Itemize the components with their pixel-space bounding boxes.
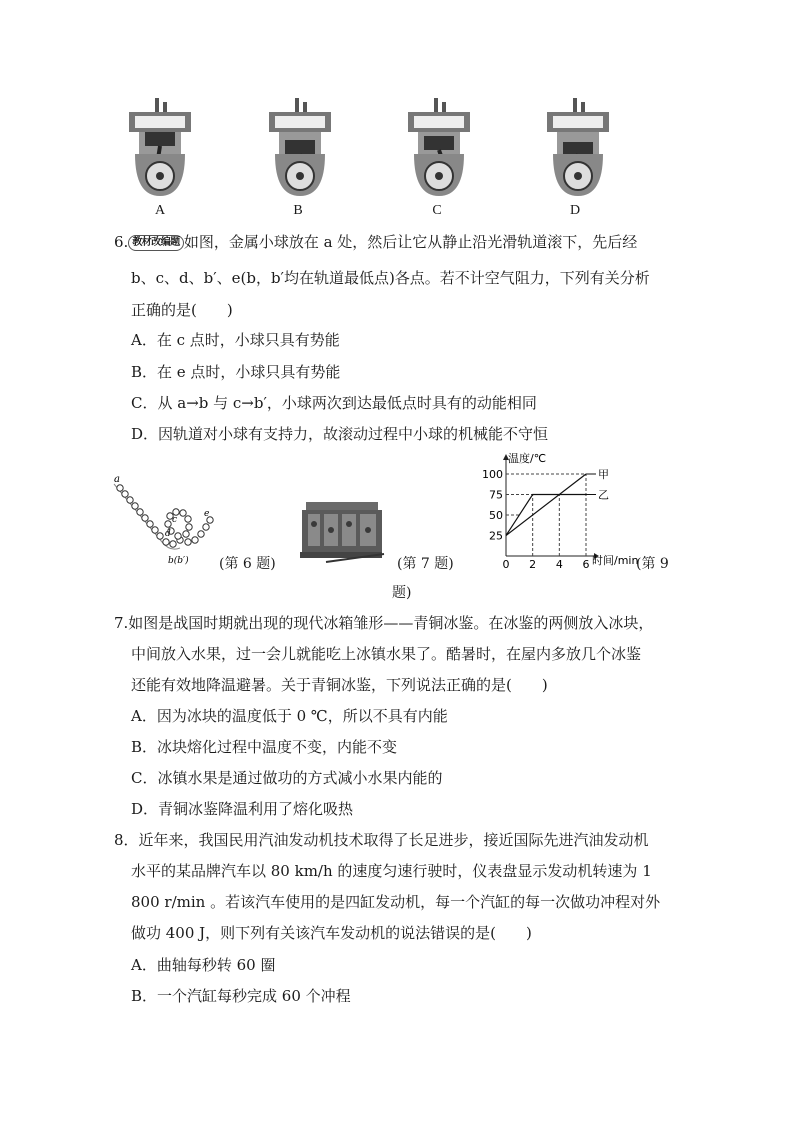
engine-label-d: D [569,203,581,218]
series-label-yi: 乙 [598,488,609,502]
q7-option-d: D．青铜冰鉴降温利用了熔化吸热 [131,800,354,818]
q6-number: 6. [114,233,129,251]
y-axis-label: 温度/℃ [508,452,547,465]
q8-option-b: B．一个汽缸每秒完成 60 个冲程 [131,987,351,1005]
engine-label-a: A [154,203,166,218]
q6-option-c: C．从 a→b 与 c→b′，小球两次到达最低点时具有的动能相同 [131,394,537,412]
engine-diagram-c [404,96,474,201]
y-tick-label: 50 [489,509,503,522]
caption-fig7-tail: 题) [392,585,412,601]
q6-line1 [114,232,637,252]
x-tick-label: 2 [529,558,537,571]
y-tick-label: 75 [489,488,503,502]
engine-label-c: C [432,203,442,218]
series-line-jia [506,474,586,536]
caption-fig7: (第 7 题) [397,556,454,572]
point-c-label: c [172,515,178,525]
q7-option-b: B．冰块熔化过程中温度不变，内能不变 [131,738,398,756]
x-axis-label: 时间/min [592,554,638,567]
q7-stem-line3: 还能有效地降温避暑。关于青铜冰鉴，下列说法正确的是( ) [131,676,548,694]
point-a-label: a [114,474,120,485]
x-tick-label: 0 [502,558,510,571]
x-tick-label: 4 [555,558,563,571]
q6-stem-line3: 正确的是( ) [131,301,233,319]
engine-diagram-b [265,96,335,201]
bronze-ice-chest-photo [296,494,388,566]
temperature-time-graph [478,450,638,572]
track-figure [110,470,220,570]
engine-diagram-d [543,96,613,201]
q6-stem-line1: 如图，金属小球放在 a 处，然后让它从静止沿光滑轨道滚下，先后经 [183,233,638,251]
q7-stem-line2: 中间放入水果，过一会儿就能吃上冰镇水果了。酷暑时，在屋内多放几个冰鉴 [131,645,642,663]
series-label-jia: 甲 [598,468,609,481]
q7-option-a: A．因为冰块的温度低于 0 ℃，所以不具有内能 [131,707,448,725]
q7-option-c: C．冰镇水果是通过做功的方式减小水果内能的 [131,769,443,787]
x-tick-label: 6 [582,558,590,571]
q7-stem-line1: 7.如图是战国时期就出现的现代冰箱雏形——青铜冰鉴。在冰鉴的两侧放入冰块， [114,614,654,632]
engine-diagram-a [125,96,195,201]
q8-stem-line4: 做功 400 J，则下列有关该汽车发动机的说法错误的是( ) [131,924,532,942]
point-e-label: e [204,509,210,519]
textbook-adapted-badge: 教材改编题 [128,235,184,251]
q8-option-a: A．曲轴每秒转 60 圈 [131,956,276,974]
q8-stem-line1: 8．近年来，我国民用汽油发动机技术取得了长足进步，接近国际先进汽油发动机 [114,831,649,849]
q6-option-a: A．在 c 点时，小球只具有势能 [131,331,340,349]
y-tick-label: 25 [489,529,503,543]
point-d-label: d [165,529,171,539]
engine-label-b: B [293,203,303,218]
q6-option-d: D．因轨道对小球有支持力，故滚动过程中小球的机械能不守恒 [131,425,549,443]
q8-stem-line2: 水平的某品牌汽车以 80 km/h 的速度匀速行驶时，仪表盘显示发动机转速为 1 [131,862,652,880]
y-tick-label: 100 [482,468,503,481]
q6-stem-line2: b、c、d、b′、e(b，b′均在轨道最低点)各点。若不计空气阻力，下列有关分析 [131,269,650,287]
caption-fig9: (第 9 [636,556,669,572]
q8-stem-line3: 800 r/min 。若该汽车使用的是四缸发动机，每一个汽缸的每一次做功冲程对外 [131,893,661,911]
caption-fig6: (第 6 题) [219,556,276,572]
q6-option-b: B．在 e 点时，小球只具有势能 [131,363,341,381]
point-bb-label: b(b′) [168,556,189,566]
